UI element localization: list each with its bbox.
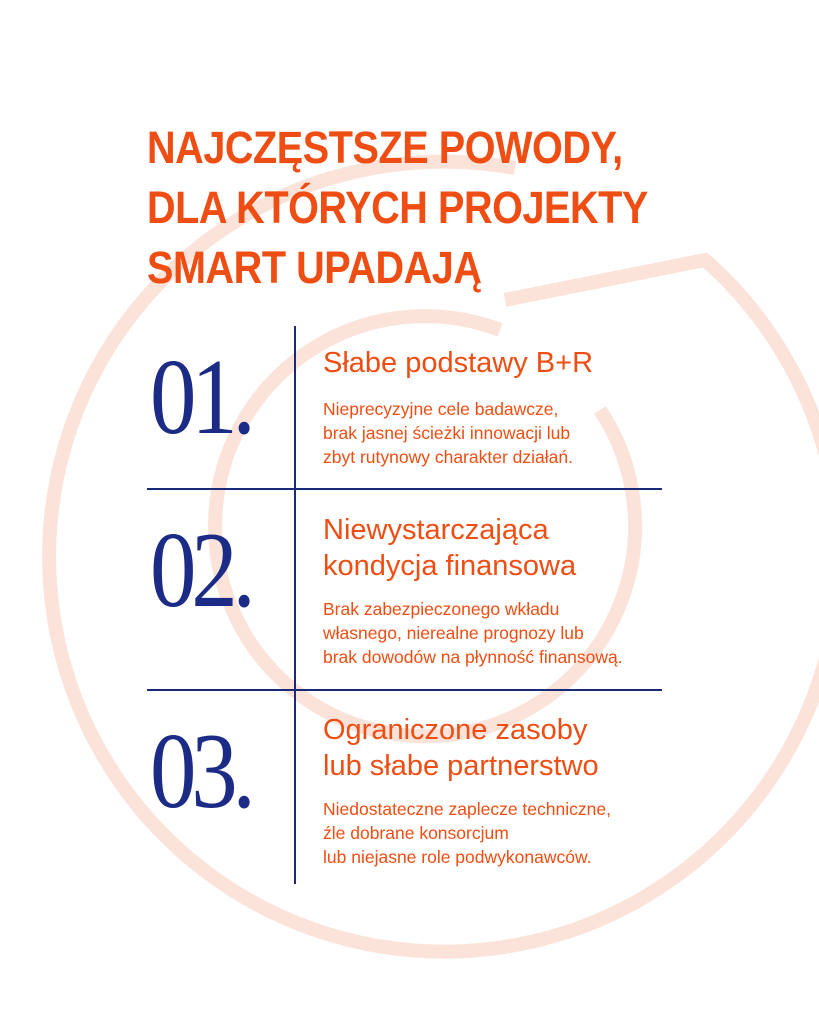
item-desc-02 [323, 597, 623, 669]
item-number-02: 02. [150, 511, 251, 630]
item-desc-03-line-3: lub niejasne role podwykonawców. [323, 847, 592, 867]
item-desc-03-line-2: źle dobrane konsorcjum [323, 823, 509, 843]
item-desc-01-line-3: zbyt rutynowy charakter działań. [323, 447, 573, 467]
title-line-3: SMART UPADAJĄ [147, 242, 482, 293]
item-title-03-line-1: Ograniczone zasoby [323, 714, 588, 746]
item-number-03: 03. [150, 712, 251, 831]
item-desc-01-line-1: Nieprecyzyjne cele badawcze, [323, 399, 559, 419]
item-desc-01-line-2: brak jasnej ścieżki innowacji lub [323, 423, 571, 443]
title-line-2: DLA KTÓRYCH PROJEKTY [147, 182, 648, 233]
vertical-divider [294, 326, 296, 884]
page-title [147, 118, 710, 298]
item-title-02-line-2: kondycja finansowa [323, 550, 577, 582]
item-title-02-line-1: Niewystarczająca [323, 514, 549, 546]
item-title-03-line-2: lub słabe partnerstwo [323, 750, 599, 782]
item-desc-02-line-2: własnego, nierealne prognozy lub [323, 623, 584, 643]
item-number-01: 01. [150, 338, 251, 457]
horizontal-divider-1 [147, 488, 662, 490]
item-title-02 [323, 512, 576, 584]
item-desc-03 [323, 797, 611, 869]
item-desc-02-line-3: brak dowodów na płynność finansową. [323, 647, 623, 667]
item-desc-01 [323, 397, 573, 469]
item-title-01-line-1: Słabe podstawy B+R [323, 347, 594, 379]
item-title-01 [323, 345, 593, 381]
item-desc-03-line-1: Niedostateczne zaplecze techniczne, [323, 799, 611, 819]
item-title-03 [323, 712, 599, 784]
item-desc-02-line-1: Brak zabezpieczonego wkładu [323, 599, 560, 619]
title-line-1: NAJCZĘSTSZE POWODY, [147, 122, 623, 173]
horizontal-divider-2 [147, 689, 662, 691]
